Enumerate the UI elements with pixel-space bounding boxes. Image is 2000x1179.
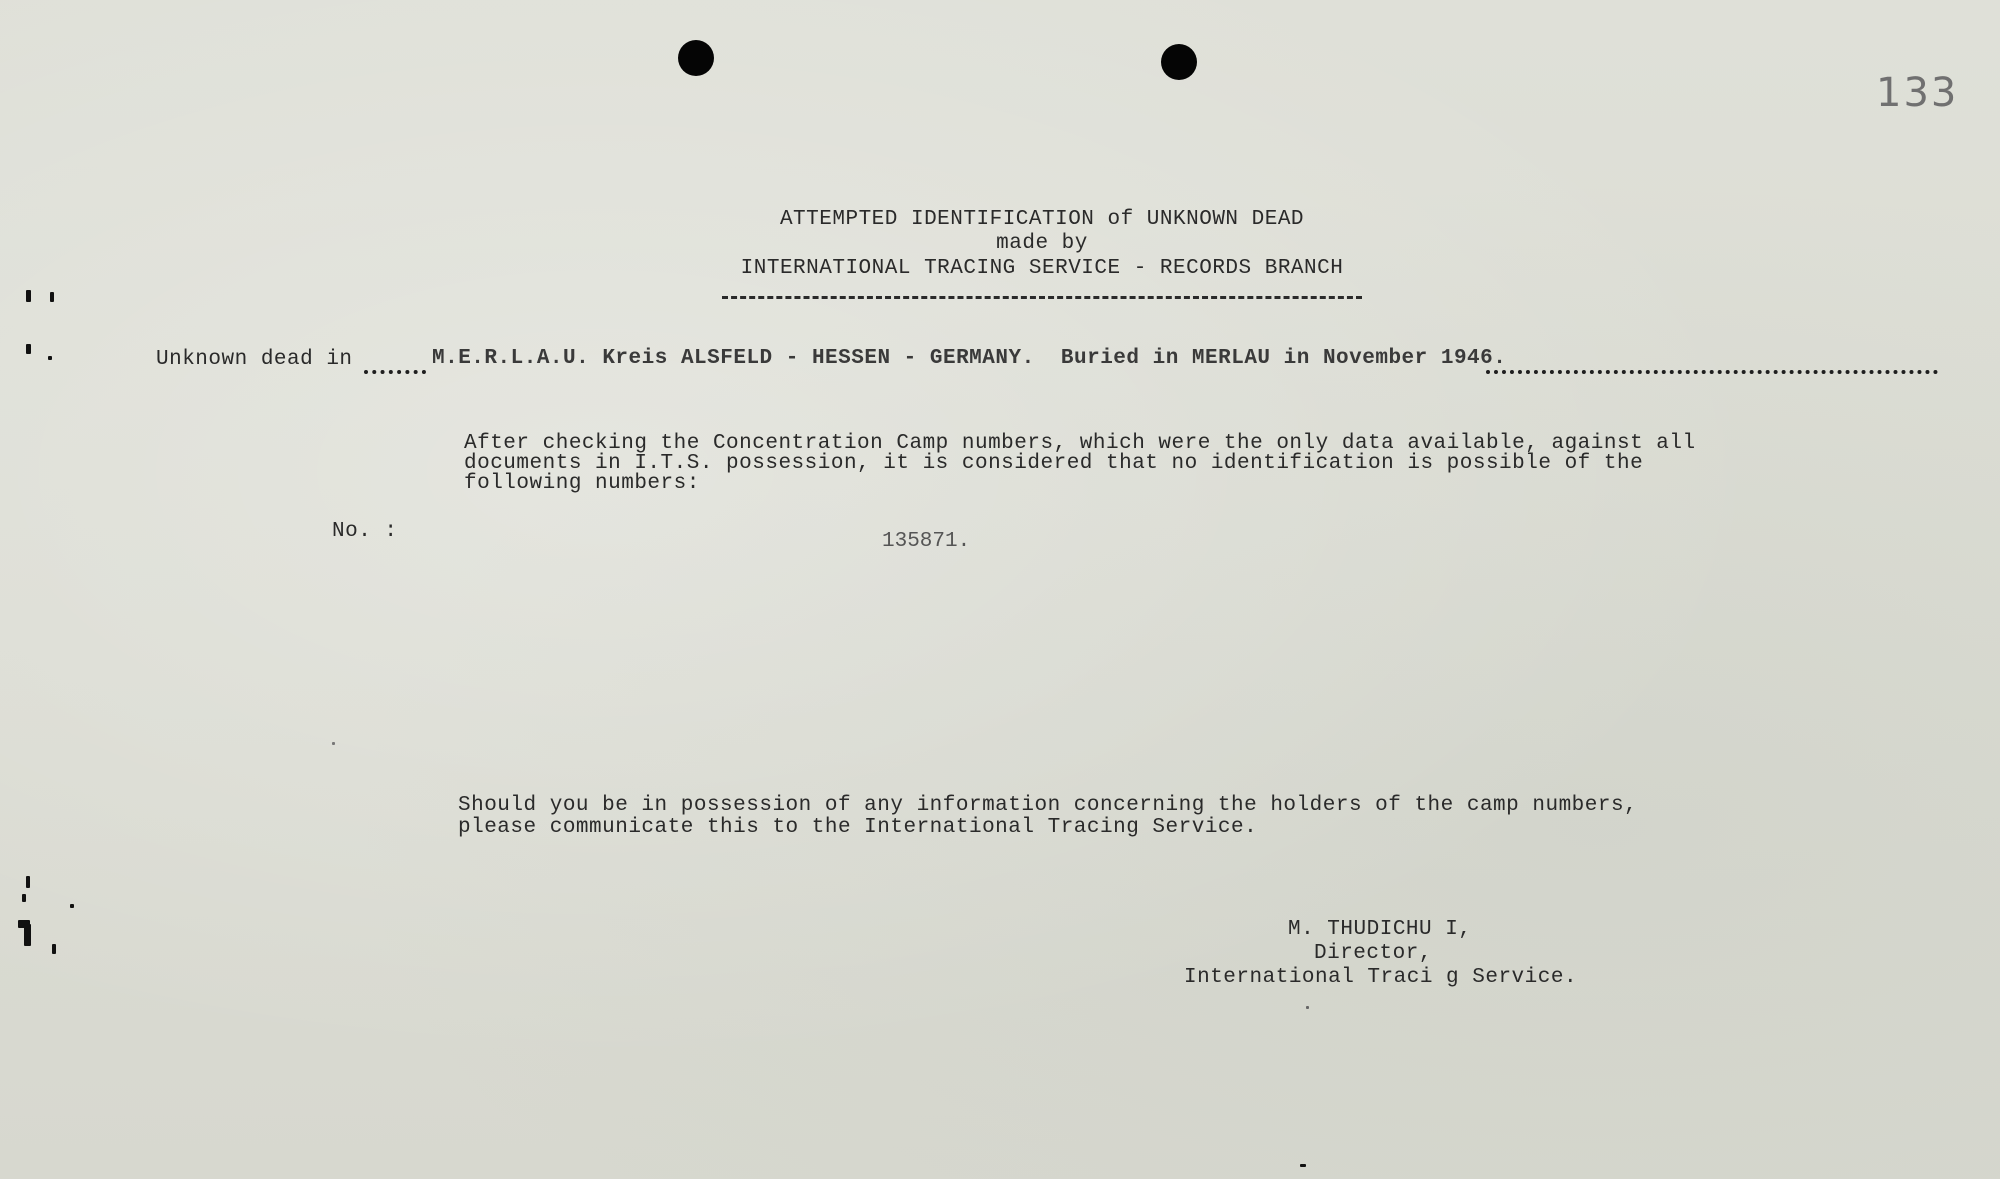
signature-organization: International Traci g Service. [1184,966,1578,989]
number-label: No. : [332,520,398,543]
punch-hole-left [678,40,714,76]
margin-mark [52,944,56,954]
paragraph-2-line-2: please communicate this to the International Tracing Service. [458,816,1258,839]
heading-line-2: made by [996,232,1088,255]
stray-mark [1300,1164,1306,1167]
margin-mark [26,290,31,302]
stray-mark [332,742,335,745]
margin-mark [48,356,52,360]
margin-mark [70,904,74,908]
location-dot-leader-left [364,370,426,374]
paragraph-2-line-1: Should you be in possession of any information concerning the holders of the camp numbers, [458,794,1638,817]
location-dot-leader-right [1486,370,1938,374]
signature-name: M. THUDICHU I, [1288,918,1472,941]
paragraph-1-line-2: documents in I.T.S. possession, it is considered that no identification is possible of the [464,452,1644,475]
signature-title: Director, [1314,942,1432,965]
margin-mark [22,894,26,902]
margin-mark [24,924,31,946]
punch-hole-right [1161,44,1197,80]
heading-underline [722,296,1362,299]
location-value: M.E.R.L.A.U. Kreis ALSFELD - HESSEN - GERMANY. Buried in MERLAU in November 1946. [432,347,1507,370]
margin-mark [26,876,30,888]
margin-mark [26,344,31,354]
location-label: Unknown dead in [156,348,353,371]
paragraph-1-line-3: following numbers: [464,472,700,495]
heading-line-1: ATTEMPTED IDENTIFICATION of UNKNOWN DEAD [779,208,1305,231]
heading-line-3: INTERNATIONAL TRACING SERVICE - RECORDS BRANCH [740,257,1344,280]
margin-mark [50,292,54,302]
camp-number: 135871. [882,530,971,553]
paragraph-1-line-1: After checking the Concentration Camp numbers, which were the only data available, against all [464,432,1696,455]
page-number: 133 [1876,70,1959,116]
stray-mark [1306,1006,1309,1009]
